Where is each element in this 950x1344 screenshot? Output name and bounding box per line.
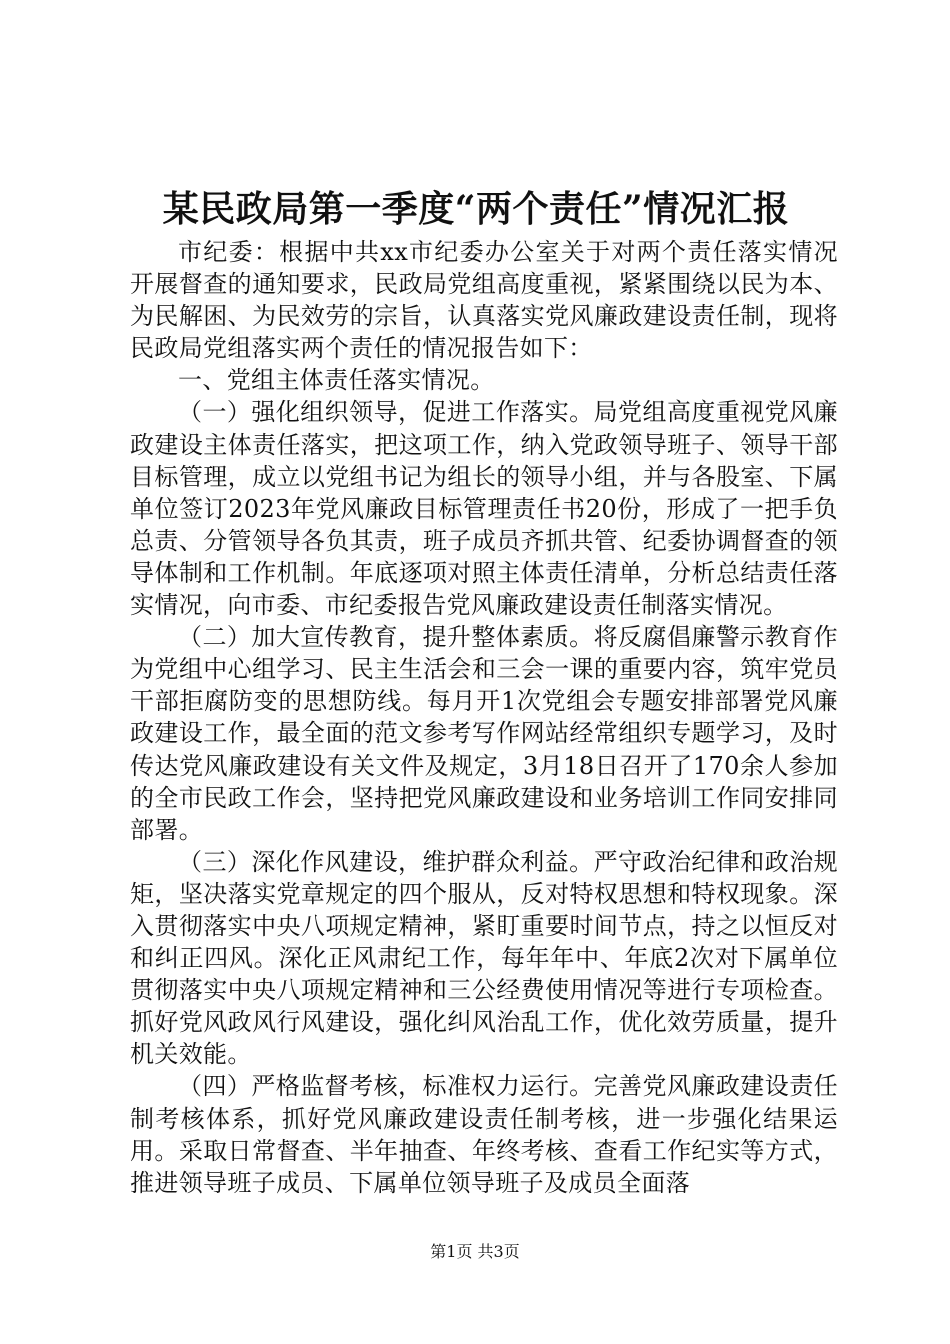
paragraph-item-2: （二）加大宣传教育，提升整体素质。将反腐倡廉警示教育作为党组中心组学习、民主生活会和三会一课的重要内容，筑牢党员干部拒腐防变的思想防线。每月开1次党组会专题安排部署党风廉政建设工作，最全面的范文参考写作网站经常组织专题学习，及时传达党风廉政建设有关文件及规定，3月18日召开了170余人参加的全市民政工作会，坚持把党风廉政建设和业务培训工作同安排同部署。 xyxy=(130,623,838,844)
document-title: 某民政局第一季度“两个责任”情况汇报 xyxy=(162,188,790,230)
page-footer: 第1页 共3页 xyxy=(430,1242,520,1261)
paragraph-item-3: （三）深化作风建设，维护群众利益。严守政治纪律和政治规矩，坚决落实党章规定的四个服从，反对特权思想和特权现象。深入贯彻落实中央八项规定精神，紧盯重要时间节点，持之以恒反对和纠正四风。深化正风肃纪工作，每年年中、年底2次对下属单位贯彻落实中央八项规定精神和三公经费使用情况等进行专项检查。抓好党风政风行风建设，强化纠风治乱工作，优化效劳质量，提升机关效能。 xyxy=(130,847,838,1069)
paragraph-item-1: （一）强化组织领导，促进工作落实。局党组高度重视党风廉政建设主体责任落实，把这项工作，纳入党政领导班子、领导干部目标管理，成立以党组书记为组长的领导小组，并与各股室、下属单位签订2023年党风廉政目标管理责任书20份，形成了一把手负总责、分管领导各负其责，班子成员齐抓共管、纪委协调督查的领导体制和工作机制。年底逐项对照主体责任清单，分析总结责任落实情况，向市委、市纪委报告党风廉政建设责任制落实情况。 xyxy=(130,398,838,620)
paragraph-intro: 市纪委：根据中共xx市纪委办公室关于对两个责任落实情况开展督查的通知要求，民政局党组高度重视，紧紧围绕以民为本、为民解困、为民效劳的宗旨，认真落实党风廉政建设责任制，现将民政局党组落实两个责任的情况报告如下： xyxy=(130,238,838,363)
section-heading-1: 一、党组主体责任落实情况。 xyxy=(178,366,495,395)
document-body xyxy=(130,236,838,1199)
paragraph-item-4: （四）严格监督考核，标准权力运行。完善党风廉政建设责任制考核体系，抓好党风廉政建设责任制考核，进一步强化结果运用。采取日常督查、半年抽查、年终考核、查看工作纪实等方式，推进领导班子成员、下属单位领导班子及成员全面落 xyxy=(130,1072,838,1197)
